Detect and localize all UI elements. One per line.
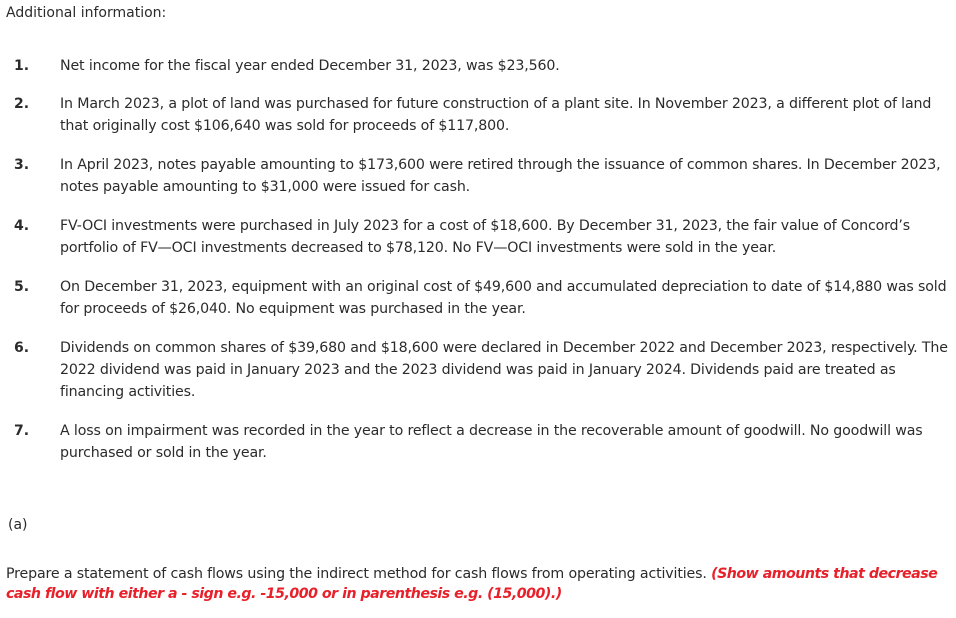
item-text: FV-OCI investments were purchased in July 2023 for a cost of $18,600. By December 31, 2023, the fair value of Concord’s portfolio of FV—OCI investments decreased to $78,120. No FV—OCI investments were sold in the year. — [60, 218, 911, 256]
item-text: In April 2023, notes payable amounting to $173,600 were retired through the issuance of common shares. In December 2023, notes payable amounting to $31,000 were issued for cash. — [60, 157, 941, 195]
item-number: 6. — [14, 340, 30, 356]
item-number: 2. — [14, 96, 30, 112]
item-text: Dividends on common shares of $39,680 and $18,600 were declared in December 2022 and December 2023, respectively. The 2022 dividend was paid in January 2023 and the 2023 dividend was paid in January 2024. Dividends paid are treated as financing activities. — [60, 340, 948, 400]
item-text: Net income for the fiscal year ended December 31, 2023, was $23,560. — [60, 58, 560, 74]
part-label: (a) — [8, 517, 28, 533]
item-number: 3. — [14, 157, 30, 173]
item-text: On December 31, 2023, equipment with an original cost of $49,600 and accumulated depreciation to date of $14,880 was sold for proceeds of $26,040. No equipment was purchased in the year. — [60, 279, 947, 317]
item-number: 4. — [14, 218, 30, 234]
item-number: 5. — [14, 279, 30, 295]
question-prompt — [6, 564, 950, 604]
item-text: A loss on impairment was recorded in the year to reflect a decrease in the recoverable amount of goodwill. No goodwill was purchased or sold in the year. — [60, 423, 923, 461]
item-text: In March 2023, a plot of land was purchased for future construction of a plant site. In November 2023, a different plot of land that originally cost $106,640 was sold for proceeds of $117,800. — [60, 96, 932, 134]
prompt-text: Prepare a statement of cash flows using the indirect method for cash flows from operating activities. — [6, 566, 707, 582]
item-number: 7. — [14, 423, 30, 439]
instruction-note: (Show amounts that decrease cash flow with either a - sign e.g. -15,000 or in parenthesis e.g. (15,000).) — [6, 566, 938, 602]
section-heading: Additional information: — [6, 5, 167, 21]
item-number: 1. — [14, 58, 30, 74]
